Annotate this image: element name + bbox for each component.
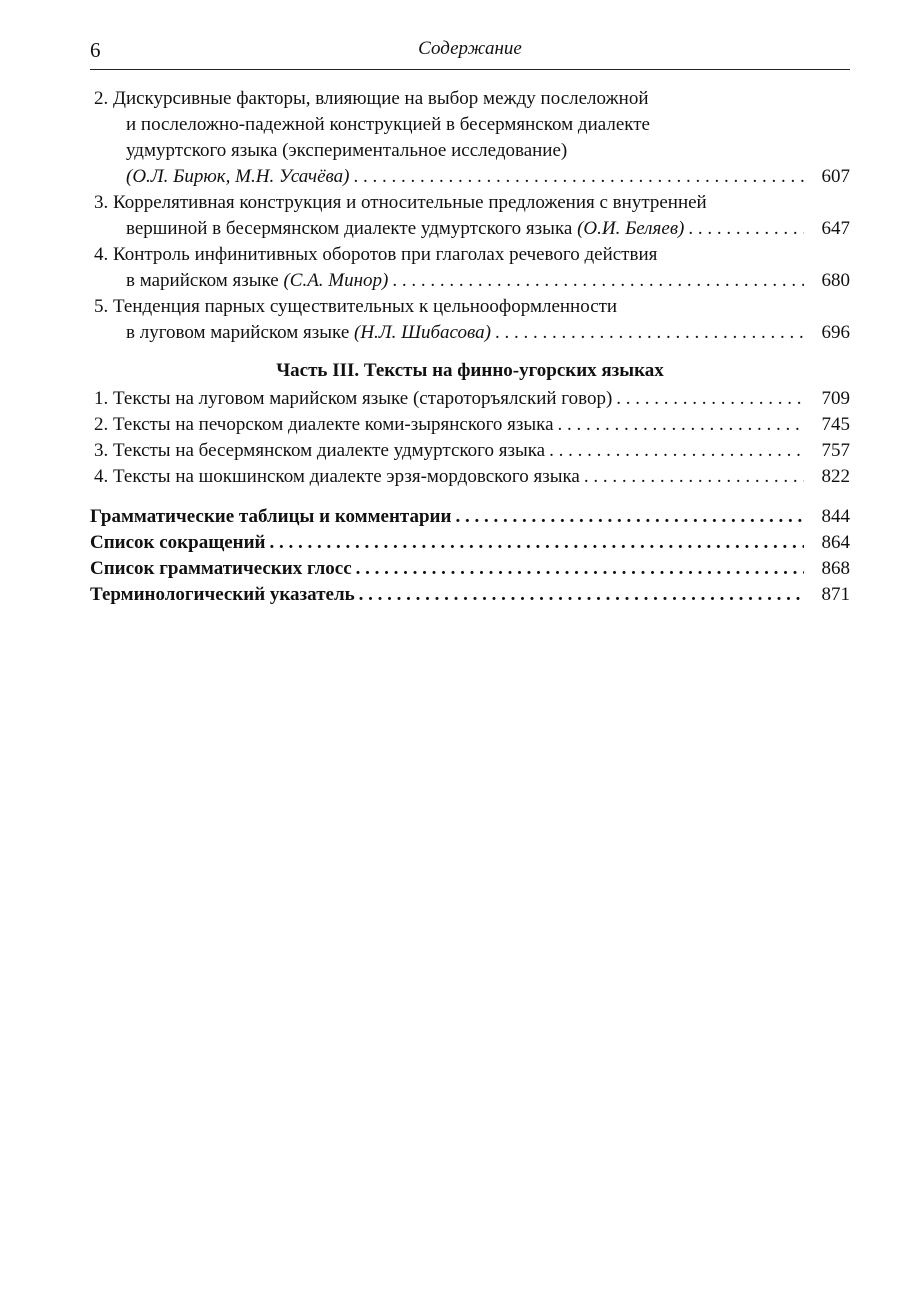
- entry-text-line: Тексты на луговом марийском языке (староторъялский говор): [113, 388, 613, 409]
- entry-page: 871: [821, 584, 850, 605]
- entry-text-line: Грамматические таблицы и комментарии: [90, 506, 452, 527]
- header-rule: [90, 69, 850, 70]
- toc-entry: [90, 504, 850, 530]
- entry-text-line: Тексты на шокшинском диалекте эрзя-мордовского языка: [113, 466, 580, 487]
- entry-page: 822: [821, 466, 850, 487]
- leader-dots: [349, 164, 804, 190]
- entry-text-line: Терминологический указатель: [90, 584, 355, 605]
- running-title: Содержание: [418, 38, 522, 59]
- entry-text-line: в луговом марийском языке: [126, 322, 354, 343]
- leader-dots: [451, 504, 804, 530]
- entry-text-line: Список сокращений: [90, 532, 266, 553]
- entry-author: (О.Л. Бирюк, М.Н. Усачёва): [126, 166, 350, 187]
- leader-dots: [355, 582, 804, 608]
- leader-dots: [491, 320, 804, 346]
- leader-dots: [580, 464, 804, 490]
- leader-dots: [612, 386, 804, 412]
- entry-author: (С.А. Минор): [283, 270, 389, 291]
- part-heading: Часть III. Тексты на финно-угорских языках: [276, 360, 664, 381]
- toc-entry: [90, 294, 850, 346]
- toc-entry: [90, 386, 850, 412]
- entry-page: 709: [821, 388, 850, 409]
- entry-text-line: в марийском языке: [126, 270, 284, 291]
- toc-entry: [90, 464, 850, 490]
- entry-number: 2.: [94, 414, 109, 435]
- entry-text-line: Тексты на печорском диалекте коми-зырянского языка: [113, 414, 554, 435]
- entry-page: 868: [821, 558, 850, 579]
- entry-page: 607: [821, 166, 850, 187]
- leader-dots: [554, 412, 804, 438]
- entry-page: 647: [821, 218, 850, 239]
- toc-entry: [90, 582, 850, 608]
- toc-entry: [90, 190, 850, 242]
- toc-entry: [90, 412, 850, 438]
- page-number: 6: [90, 38, 101, 62]
- entry-number: 5.: [94, 296, 109, 317]
- entry-text-line: Тенденция парных существительных к цельнооформленности: [113, 296, 618, 317]
- entry-text-line: Коррелятивная конструкция и относительные предложения с внутренней: [113, 192, 707, 213]
- entry-text-line: Список грамматических глосс: [90, 558, 352, 579]
- table-of-contents: [90, 86, 850, 608]
- toc-entry: [90, 86, 850, 190]
- toc-entry: [90, 242, 850, 294]
- entry-text-line: вершиной в бесермянском диалекте удмуртского языка: [126, 218, 578, 239]
- entry-number: 2.: [94, 88, 109, 109]
- entry-text-line: Контроль инфинитивных оборотов при глаголах речевого действия: [113, 244, 658, 265]
- page-header: [90, 38, 850, 68]
- entry-page: 745: [821, 414, 850, 435]
- entry-number: 4.: [94, 466, 109, 487]
- entry-author: (Н.Л. Шибасова): [354, 322, 491, 343]
- entry-page: 680: [821, 270, 850, 291]
- toc-entry: [90, 530, 850, 556]
- entry-page: 864: [821, 532, 850, 553]
- entry-text-line: удмуртского языка (экспериментальное исследование): [126, 140, 568, 161]
- toc-entry: [90, 556, 850, 582]
- leader-dots: [545, 438, 804, 464]
- entry-text-line: Тексты на бесермянском диалекте удмуртского языка: [113, 440, 546, 461]
- entry-number: 4.: [94, 244, 109, 265]
- entry-number: 1.: [94, 388, 109, 409]
- leader-dots: [266, 530, 804, 556]
- leader-dots: [684, 216, 804, 242]
- entry-number: 3.: [94, 192, 109, 213]
- entry-author: (О.И. Беляев): [577, 218, 685, 239]
- entry-text-line: и послеложно-падежной конструкцией в бесермянском диалекте: [126, 114, 650, 135]
- entry-text-line: Дискурсивные факторы, влияющие на выбор между послеложной: [113, 88, 649, 109]
- entry-number: 3.: [94, 440, 109, 461]
- entry-page: 757: [821, 440, 850, 461]
- entry-page: 696: [821, 322, 850, 343]
- leader-dots: [388, 268, 804, 294]
- entry-page: 844: [821, 506, 850, 527]
- leader-dots: [352, 556, 804, 582]
- toc-entry: [90, 438, 850, 464]
